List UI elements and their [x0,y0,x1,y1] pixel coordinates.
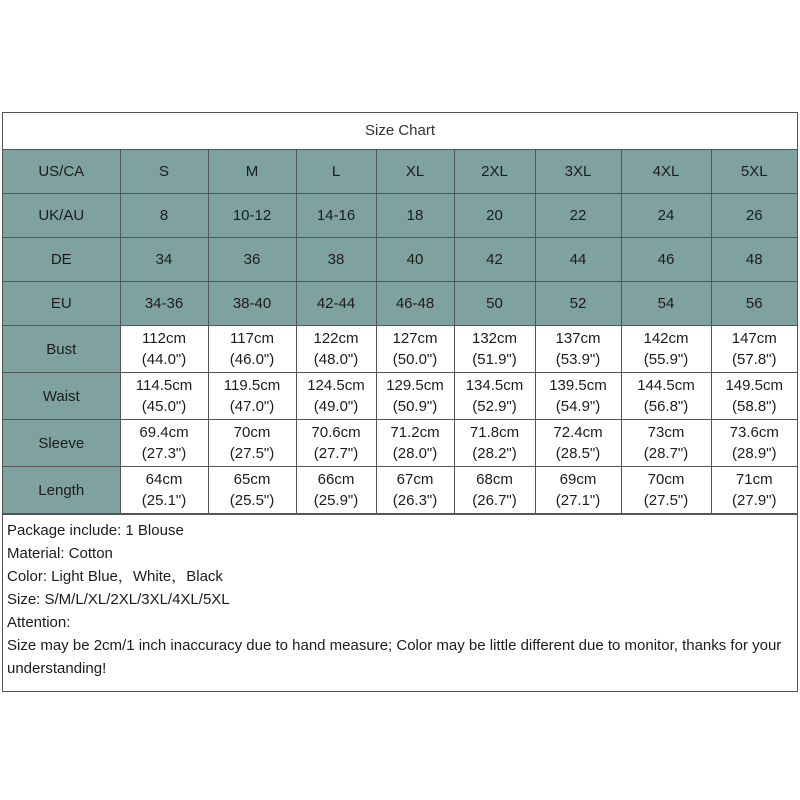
size-row-uk-au [3,194,797,238]
size-cell: 50 [454,282,535,326]
measure-cm: 70.6cm [311,424,361,441]
size-cell: 5XL [711,150,797,194]
measure-cell [120,467,208,514]
measure-cm: 144.5cm [637,377,695,394]
measure-cell [535,420,621,467]
size-row-eu [3,282,797,326]
measure-cell [120,420,208,467]
size-cell: 4XL [621,150,711,194]
measure-inch: (44.0") [141,351,187,368]
size-cell: M [208,150,296,194]
measure-cm: 71.2cm [390,424,440,441]
measure-cm: 66cm [317,471,355,488]
measure-inch: (25.5") [229,492,275,509]
size-cell: 14-16 [296,194,376,238]
measure-row-waist [3,373,797,420]
row-label: Length [3,467,120,514]
size-cell: 34 [120,238,208,282]
measure-cell [711,467,797,514]
measure-inch: (58.8") [731,398,777,415]
measure-cm: 129.5cm [386,377,444,394]
measure-inch: (53.9") [555,351,601,368]
size-cell: 38-40 [208,282,296,326]
size-cell: 22 [535,194,621,238]
row-label: Waist [3,373,120,420]
measure-cm: 132cm [471,330,518,347]
measure-cm: 64cm [145,471,183,488]
measure-cell [621,467,711,514]
measure-cm: 114.5cm [135,377,193,394]
measure-cm: 68cm [476,471,513,488]
row-label: EU [3,282,120,326]
measure-cell [454,467,535,514]
measure-cell [376,467,454,514]
measure-cm: 112cm [142,330,186,347]
size-cell: 46-48 [376,282,454,326]
measure-cell [208,373,296,420]
measure-cm: 147cm [731,330,777,347]
measure-cm: 149.5cm [725,377,784,394]
measure-cell [454,326,535,373]
measure-inch: (26.7") [472,492,517,509]
measure-cell [621,373,711,420]
measure-cell [535,467,621,514]
size-cell: 24 [621,194,711,238]
measure-inch: (52.9") [472,398,517,415]
size-cell: 56 [711,282,797,326]
measure-inch: (28.2") [472,445,517,462]
size-cell: 2XL [454,150,535,194]
size-cell: 40 [376,238,454,282]
measure-inch: (54.9") [555,398,601,415]
measure-inch: (27.9") [731,492,777,509]
measure-cell [711,326,797,373]
measure-cm: 134.5cm [465,377,524,394]
row-label: Bust [3,326,120,373]
measure-cell [621,420,711,467]
measure-cell [120,373,208,420]
measure-inch: (26.3") [392,492,438,509]
measure-cm: 73cm [647,424,685,441]
measure-cell [296,326,376,373]
measure-inch: (25.1") [141,492,187,509]
measure-cell [208,326,296,373]
measure-inch: (51.9") [472,351,517,368]
measure-inch: (56.8") [643,398,689,415]
product-notes [3,514,797,680]
size-cell: 42 [454,238,535,282]
note-package: Package include: 1 Blouse [7,522,184,539]
measure-cell [296,467,376,514]
size-row-de [3,238,797,282]
size-cell: 3XL [535,150,621,194]
size-cell: 42-44 [296,282,376,326]
size-cell: 52 [535,282,621,326]
measure-inch: (28.7") [643,445,689,462]
measure-cell [120,326,208,373]
measure-cell [454,420,535,467]
measure-cell [376,420,454,467]
measure-row-sleeve [3,420,797,467]
measure-cell [535,326,621,373]
measure-cell [711,373,797,420]
measure-cm: 71cm [735,471,773,488]
size-row-us-ca [3,150,797,194]
row-label: DE [3,238,120,282]
measure-cm: 71.8cm [469,424,520,441]
measure-inch: (45.0") [141,398,187,415]
measure-inch: (57.8") [731,351,777,368]
measure-inch: (25.9") [313,492,359,509]
measure-cm: 70cm [233,424,271,441]
measure-cm: 70cm [647,471,685,488]
measure-cm: 139.5cm [549,377,607,394]
measure-row-bust [3,326,797,373]
row-label: US/CA [3,150,120,194]
measure-inch: (46.0") [229,351,275,368]
measure-cm: 122cm [313,330,359,347]
measure-cm: 119.5cm [223,377,281,394]
size-chart-frame [2,112,798,692]
measure-inch: (28.9") [731,445,777,462]
measure-inch: (49.0") [313,398,359,415]
measure-cell [376,373,454,420]
measure-cm: 142cm [643,330,689,347]
measure-row-length [3,467,797,514]
measure-cell [208,420,296,467]
size-cell: 46 [621,238,711,282]
size-cell: 8 [120,194,208,238]
measure-cell [208,467,296,514]
measure-cell [621,326,711,373]
note-color: Color: Light Blue，White，Black [7,568,223,585]
measure-inch: (27.5") [643,492,689,509]
size-cell: 18 [376,194,454,238]
measure-inch: (55.9") [643,351,689,368]
size-cell: 20 [454,194,535,238]
measure-cm: 67cm [396,471,434,488]
measure-cm: 117cm [230,330,274,347]
chart-title: Size Chart [3,113,797,150]
measure-inch: (48.0") [313,351,359,368]
measure-inch: (50.9") [392,398,438,415]
measure-cm: 73.6cm [729,424,779,441]
measure-cm: 137cm [555,330,601,347]
size-cell: 38 [296,238,376,282]
measure-cell [376,326,454,373]
measure-cell [535,373,621,420]
measure-inch: (27.5") [229,445,275,462]
measure-cm: 124.5cm [307,377,365,394]
note-material: Material: Cotton [7,545,113,562]
measure-cell [296,373,376,420]
size-cell: S [120,150,208,194]
measure-cm: 69.4cm [139,424,189,441]
measure-cm: 127cm [392,330,438,347]
size-cell: 48 [711,238,797,282]
measure-cell [296,420,376,467]
size-cell: 10-12 [208,194,296,238]
size-cell: 36 [208,238,296,282]
measure-inch: (28.5") [555,445,601,462]
size-cell: 44 [535,238,621,282]
measure-inch: (28.0") [392,445,438,462]
measure-cm: 65cm [233,471,271,488]
measure-inch: (47.0") [229,398,275,415]
measure-inch: (27.1") [555,492,601,509]
measure-inch: (27.7") [313,445,359,462]
measure-cm: 69cm [559,471,597,488]
size-cell: 26 [711,194,797,238]
size-cell: 54 [621,282,711,326]
size-cell: L [296,150,376,194]
measure-cell [454,373,535,420]
note-disclaimer: Size may be 2cm/1 inch inaccuracy due to hand measure; Color may be little different due to monitor, thanks for your understanding! [7,637,782,677]
note-attention: Attention: [7,614,71,631]
size-table [3,150,797,514]
row-label: UK/AU [3,194,120,238]
size-cell: XL [376,150,454,194]
size-cell: 34-36 [120,282,208,326]
measure-inch: (50.0") [392,351,438,368]
measure-cell [711,420,797,467]
row-label: Sleeve [3,420,120,467]
note-sizes: Size: S/M/L/XL/2XL/3XL/4XL/5XL [7,591,230,608]
measure-inch: (27.3") [141,445,187,462]
measure-cm: 72.4cm [553,424,603,441]
